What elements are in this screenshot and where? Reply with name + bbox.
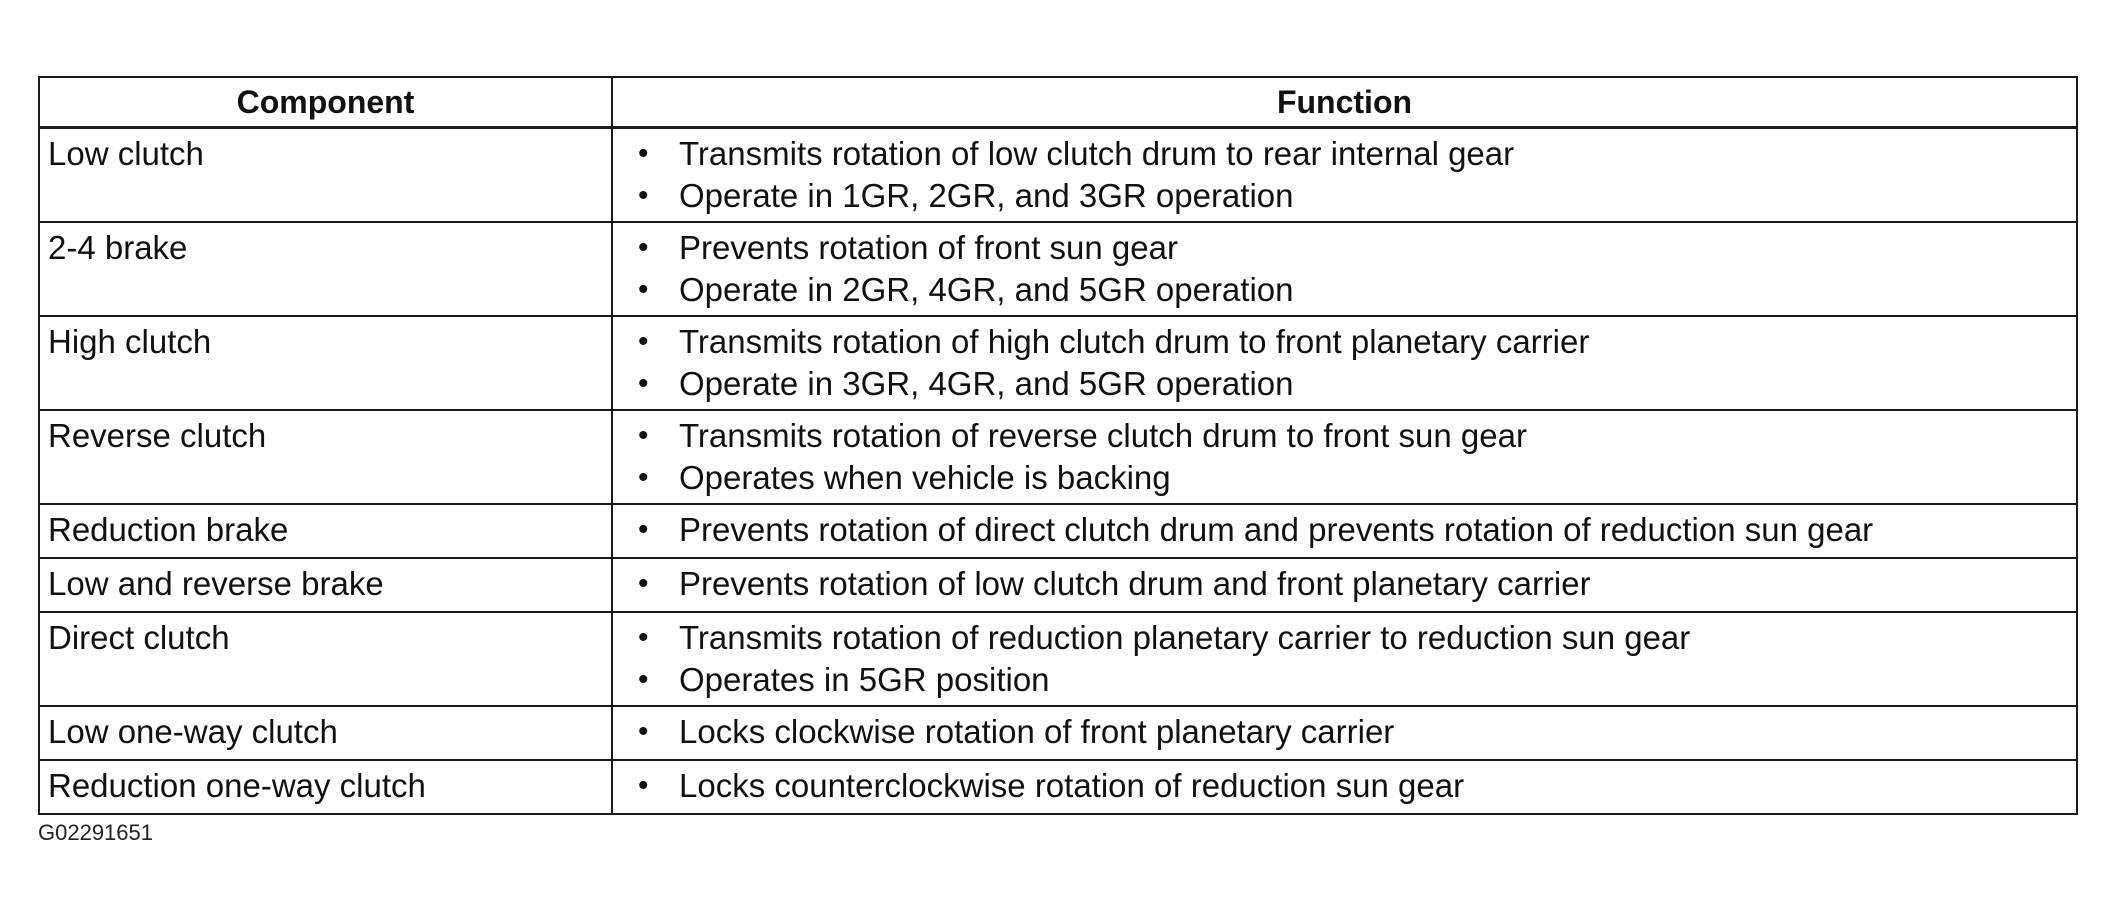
component-cell: Reduction brake bbox=[39, 504, 612, 558]
function-text: Operate in 1GR, 2GR, and 3GR operation bbox=[679, 177, 1294, 214]
header-function: Function bbox=[612, 77, 2077, 128]
list-item bbox=[613, 617, 2070, 659]
list-item bbox=[613, 659, 2070, 701]
function-list bbox=[613, 321, 2070, 405]
bullet-icon: • bbox=[638, 231, 649, 264]
function-text: Operates when vehicle is backing bbox=[679, 459, 1171, 496]
bullet-icon: • bbox=[638, 137, 649, 170]
function-text: Transmits rotation of low clutch drum to rear internal gear bbox=[679, 135, 1515, 172]
bullet-icon: • bbox=[638, 461, 649, 494]
function-cell bbox=[612, 410, 2077, 504]
list-item bbox=[613, 509, 2070, 551]
function-text: Prevents rotation of direct clutch drum and prevents rotation of reduction sun gear bbox=[679, 511, 1874, 548]
component-cell: Direct clutch bbox=[39, 612, 612, 706]
function-text: Operate in 3GR, 4GR, and 5GR operation bbox=[679, 365, 1294, 402]
table-row bbox=[39, 128, 2077, 223]
table-header-row bbox=[39, 77, 2077, 128]
function-text: Transmits rotation of reduction planetary carrier to reduction sun gear bbox=[679, 619, 1691, 656]
bullet-icon: • bbox=[638, 663, 649, 696]
component-cell: Low clutch bbox=[39, 128, 612, 223]
function-list bbox=[613, 617, 2070, 701]
function-list bbox=[613, 765, 2070, 807]
function-cell bbox=[612, 760, 2077, 814]
function-text: Operates in 5GR position bbox=[679, 661, 1050, 698]
function-text: Locks counterclockwise rotation of reduction sun gear bbox=[679, 767, 1465, 804]
function-cell bbox=[612, 558, 2077, 612]
bullet-icon: • bbox=[638, 621, 649, 654]
bullet-icon: • bbox=[638, 567, 649, 600]
component-cell: Low one-way clutch bbox=[39, 706, 612, 760]
component-cell: 2-4 brake bbox=[39, 222, 612, 316]
bullet-icon: • bbox=[638, 179, 649, 212]
bullet-icon: • bbox=[638, 715, 649, 748]
list-item bbox=[613, 765, 2070, 807]
function-text: Locks clockwise rotation of front planetary carrier bbox=[679, 713, 1395, 750]
list-item bbox=[613, 269, 2070, 311]
table-row bbox=[39, 222, 2077, 316]
function-cell bbox=[612, 316, 2077, 410]
list-item bbox=[613, 133, 2070, 175]
function-list bbox=[613, 415, 2070, 499]
function-cell bbox=[612, 504, 2077, 558]
bullet-icon: • bbox=[638, 367, 649, 400]
component-cell: Reduction one-way clutch bbox=[39, 760, 612, 814]
function-cell bbox=[612, 128, 2077, 223]
list-item bbox=[613, 415, 2070, 457]
table-row bbox=[39, 612, 2077, 706]
function-text: Prevents rotation of low clutch drum and front planetary carrier bbox=[679, 565, 1591, 602]
function-cell bbox=[612, 222, 2077, 316]
component-cell: Reverse clutch bbox=[39, 410, 612, 504]
function-text: Prevents rotation of front sun gear bbox=[679, 229, 1178, 266]
table-row bbox=[39, 706, 2077, 760]
function-text: Operate in 2GR, 4GR, and 5GR operation bbox=[679, 271, 1294, 308]
bullet-icon: • bbox=[638, 513, 649, 546]
table-row bbox=[39, 316, 2077, 410]
bullet-icon: • bbox=[638, 325, 649, 358]
list-item bbox=[613, 363, 2070, 405]
table-row bbox=[39, 558, 2077, 612]
component-function-table bbox=[38, 76, 2078, 815]
component-cell: Low and reverse brake bbox=[39, 558, 612, 612]
component-cell: High clutch bbox=[39, 316, 612, 410]
bullet-icon: • bbox=[638, 273, 649, 306]
list-item bbox=[613, 457, 2070, 499]
function-text: Transmits rotation of high clutch drum to front planetary carrier bbox=[679, 323, 1590, 360]
function-list bbox=[613, 133, 2070, 217]
table-row bbox=[39, 760, 2077, 814]
function-list bbox=[613, 227, 2070, 311]
function-list bbox=[613, 711, 2070, 753]
bullet-icon: • bbox=[638, 769, 649, 802]
function-cell bbox=[612, 706, 2077, 760]
list-item bbox=[613, 563, 2070, 605]
list-item bbox=[613, 321, 2070, 363]
function-list bbox=[613, 563, 2070, 605]
list-item bbox=[613, 711, 2070, 753]
function-list bbox=[613, 509, 2070, 551]
header-component: Component bbox=[39, 77, 612, 128]
figure-id-label: G02291651 bbox=[38, 820, 153, 845]
function-text: Transmits rotation of reverse clutch drum to front sun gear bbox=[679, 417, 1527, 454]
table-row bbox=[39, 504, 2077, 558]
function-cell bbox=[612, 612, 2077, 706]
table-row bbox=[39, 410, 2077, 504]
bullet-icon: • bbox=[638, 419, 649, 452]
list-item bbox=[613, 227, 2070, 269]
list-item bbox=[613, 175, 2070, 217]
